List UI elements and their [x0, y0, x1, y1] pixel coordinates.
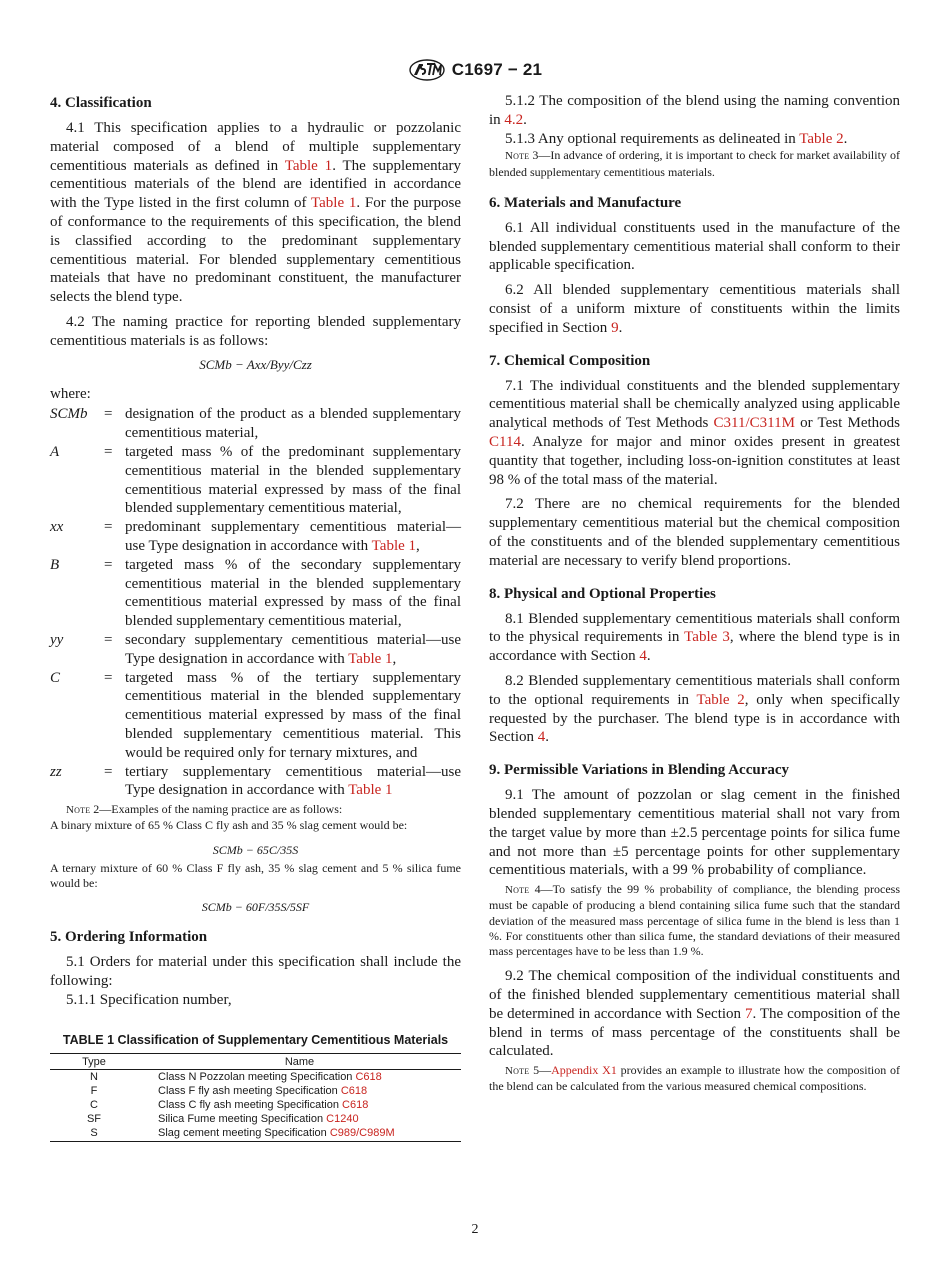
para-5-1-3: 5.1.3 Any optional requirements as delineated in Table 2.: [505, 130, 848, 147]
definition-symbol: A: [50, 443, 60, 460]
table-3-link[interactable]: Table 3: [684, 629, 730, 646]
note-3: Note 3—In advance of ordering, it is important to check for market availability of blended supplementary cementitious materials.: [489, 148, 900, 179]
definition-symbol: C: [50, 669, 61, 686]
definition-symbol: yy: [50, 631, 64, 648]
definition-equals: =: [104, 443, 113, 460]
definition-symbol: B: [50, 556, 60, 573]
section-9-heading: 9. Permissible Variations in Blending Accuracy: [489, 762, 790, 779]
definition-equals: =: [104, 763, 113, 780]
spec-link[interactable]: C989/C989M: [329, 1127, 395, 1140]
definition-text: targeted mass % of the tertiary supplementary cementitious material in the blended supplementary cementitious material expressed by mass of the final blended supplementary cementitious material. This would be required only for ternary mixtures, and: [125, 669, 461, 761]
definition-item: [50, 443, 461, 518]
section-8-heading: 8. Physical and Optional Properties: [489, 585, 716, 602]
table-1-link[interactable]: Table 1: [371, 537, 417, 554]
table-2-link[interactable]: Table 2: [696, 691, 745, 708]
page-header: [0, 58, 950, 82]
table-header-row: [50, 1054, 461, 1070]
definition-symbol: xx: [50, 519, 64, 536]
section-5-heading: 5. Ordering Information: [50, 928, 208, 945]
table-row: [50, 1084, 461, 1098]
cell-name: Class C fly ash meeting Specification C618: [158, 1099, 369, 1112]
para-7-1: 7.1 The individual constituents and the blended supplementary cementitious material shall be chemically analyzed using applicable analytical methods of Test Methods C311/C311M or Test Methods C114. Analyze for major and minor oxides present in greatest quantity that together, including loss-on-ignition constitutes at least 98 % of the total mass of the material.: [489, 377, 900, 488]
para-8-1: 8.1 Blended supplementary cementitious materials shall conform to the physical requirements in Table 3, where the blend type is in accordance with Section 4.: [489, 610, 900, 665]
note-2-ternary: A ternary mixture of 60 % Class F fly ash, 35 % slag cement and 5 % silica fume would be:: [50, 860, 461, 890]
definition-list: [50, 405, 461, 800]
table-2-link[interactable]: Table 2: [799, 130, 844, 147]
definition-item: [50, 556, 461, 631]
section-4-link[interactable]: 4: [639, 648, 647, 665]
definition-text: tertiary supplementary cementitious material—use Type designation in accordance with Table 1: [125, 763, 461, 799]
definition-symbol: zz: [50, 763, 62, 780]
definition-symbol: SCMb: [50, 406, 88, 423]
para-4-2: 4.2 The naming practice for reporting blended supplementary cementitious materials is as follows:: [50, 313, 461, 349]
table-1-title: TABLE 1 Classification of Supplementary Cementitious Materials: [62, 1033, 449, 1048]
definition-equals: =: [104, 669, 113, 686]
cell-name: Slag cement meeting Specification C989/C989M: [138, 1126, 461, 1142]
column-header-name: Name: [138, 1054, 461, 1070]
para-8-2: 8.2 Blended supplementary cementitious materials shall conform to the optional requirements in Table 2, only when specifically requested by the purchaser. The blend type is in accordance with Section 4.: [489, 672, 900, 746]
definition-text: targeted mass % of the predominant supplementary cementitious material in the blended supplementary cementitious material expressed by mass of the final blended supplementary cementitious material,: [125, 443, 461, 517]
para-6-2: 6.2 All blended supplementary cementitious materials shall consist of a uniform mixture of constituents within the limits specified in Section 9.: [489, 282, 900, 336]
naming-formula: SCMb − Axx/Byy/Czz: [199, 356, 312, 372]
section-9-link[interactable]: 9: [611, 319, 619, 336]
para-5-1: 5.1 Orders for material under this specification shall include the following:: [50, 953, 461, 989]
table-row: [50, 1112, 461, 1126]
astm-logo-icon: [408, 59, 446, 81]
definition-equals: =: [104, 631, 113, 648]
note-2-binary: A binary mixture of 65 % Class C fly ash and 35 % slag cement would be:: [50, 818, 408, 833]
definition-equals: =: [104, 519, 113, 536]
cell-type: S: [50, 1126, 138, 1142]
definition-text: targeted mass % of the secondary supplementary cementitious material in the blended supplementary cementitious material expressed by mass of the final blended supplementary cementitious material,: [125, 556, 461, 630]
spec-link[interactable]: C618: [342, 1099, 369, 1112]
definition-text: secondary supplementary cementitious material—use Type designation in accordance with Table 1,: [125, 631, 461, 667]
right-column: [489, 92, 900, 1103]
definition-equals: =: [104, 556, 113, 573]
definition-item: [50, 405, 461, 443]
where-label: where:: [50, 385, 91, 402]
column-header-type: Type: [50, 1054, 138, 1070]
para-6-1: 6.1 All individual constituents used in the manufacture of the blended supplementary cementitious material shall conform to their applicable specification.: [489, 219, 900, 274]
table-row: [50, 1126, 461, 1142]
para-5-1-1: 5.1.1 Specification number,: [66, 991, 232, 1008]
para-9-2: 9.2 The chemical composition of the individual constituents and of the finished blended supplementary cementitious material shall be determined in accordance with Section 7. The composition of the blend in terms of mass percentage of the constituents shall be calculated.: [489, 968, 900, 1060]
definition-item: [50, 631, 461, 669]
note-5: Note 5—Appendix X1 provides an example to illustrate how the composition of the blend can be calculated from the various measured chemical compositions.: [489, 1063, 900, 1094]
section-6-heading: 6. Materials and Manufacture: [489, 194, 682, 211]
definition-equals: =: [104, 406, 113, 423]
definition-text: predominant supplementary cementitious material—use Type designation in accordance with Table 1,: [125, 519, 461, 554]
cell-type: N: [90, 1071, 98, 1084]
spec-link[interactable]: C1240: [326, 1113, 359, 1126]
definition-item: [50, 763, 461, 801]
cell-type: F: [90, 1085, 98, 1098]
section-4-link[interactable]: 4: [537, 729, 546, 746]
definition-text: designation of the product as a blended supplementary cementitious material,: [125, 406, 461, 442]
section-4-2-link[interactable]: 4.2: [504, 111, 524, 128]
table-1-link[interactable]: Table 1: [311, 195, 357, 212]
table-1-link[interactable]: Table 1: [348, 782, 393, 799]
page-number: 2: [471, 1222, 479, 1237]
note-2-formula-ternary: SCMb − 60F/35S/5SF: [201, 899, 310, 914]
table-1: [50, 1053, 461, 1142]
cell-type: SF: [86, 1113, 102, 1126]
left-column: [50, 92, 461, 1142]
table-row: [50, 1070, 461, 1085]
appendix-x1-link[interactable]: Appendix X1: [551, 1063, 617, 1078]
document-designation: C1697 − 21: [451, 60, 543, 79]
cell-name: Class F fly ash meeting Specification C618: [158, 1085, 368, 1098]
cell-name: Class N Pozzolan meeting Specification C618: [158, 1071, 382, 1084]
spec-link[interactable]: C618: [340, 1085, 368, 1098]
table-1-link[interactable]: Table 1: [284, 157, 333, 174]
para-4-1: 4.1 This specification applies to a hydraulic or pozzolanic material composed of a blend of multiple supplementary cementitious materials as defined in Table 1. The supplementary cementitious materials of the blend are identified in accordance with the Type listed in the first column of Table 1. For the purpose of conformance to the requirements of this specification, the blend is classified according to the predominant supplementary cementitious material. For blended supplementary cementitious mateials that have no predominant constituent, the manufacturer selects the blend type.: [50, 120, 461, 306]
table-1-link[interactable]: Table 1: [348, 650, 393, 667]
note-2-formula-binary: SCMb − 65C/35S: [212, 842, 299, 857]
definition-item: [50, 518, 461, 556]
definition-item: [50, 669, 461, 763]
para-9-1: 9.1 The amount of pozzolan or slag cement in the finished blended supplementary cementitious material shall not vary from the target value by more than ±2.5 percentage points for silica fume and not more than ±5 percentage points for other supplementary cementitious materials, with a 99 % probability of compliance.: [489, 787, 900, 879]
table-row: [50, 1098, 461, 1112]
section-4-heading: 4. Classification: [50, 95, 152, 111]
c114-link[interactable]: C114: [489, 433, 521, 450]
note-2: Note 2—Examples of the naming practice are as follows:: [66, 802, 343, 817]
cell-name: Silica Fume meeting Specification C1240: [158, 1113, 359, 1126]
para-5-1-2: 5.1.2 The composition of the blend using the naming convention in 4.2.: [489, 93, 900, 128]
note-4: Note 4—To satisfy the 99 % probability of compliance, the blending process must be capable of producing a blend containing silica fume such that the standard deviation of the measured mass percentage of silica fume in the blend is less than 1 %. For constituents other than silica fume, the standard deviations of their measured mass percentages have to be less than 1.9 %.: [489, 882, 900, 958]
cell-type: C: [90, 1099, 98, 1112]
c311-link[interactable]: C311/C311M: [713, 415, 795, 432]
para-7-2: 7.2 There are no chemical requirements for the blended supplementary cementitious material but the chemical composition of the constituents and of the blended supplementary cementitious material are necessary to verify blend proportions.: [489, 496, 900, 569]
section-7-link[interactable]: 7: [744, 1005, 753, 1022]
spec-link[interactable]: C618: [355, 1071, 382, 1084]
section-7-heading: 7. Chemical Composition: [489, 352, 651, 369]
